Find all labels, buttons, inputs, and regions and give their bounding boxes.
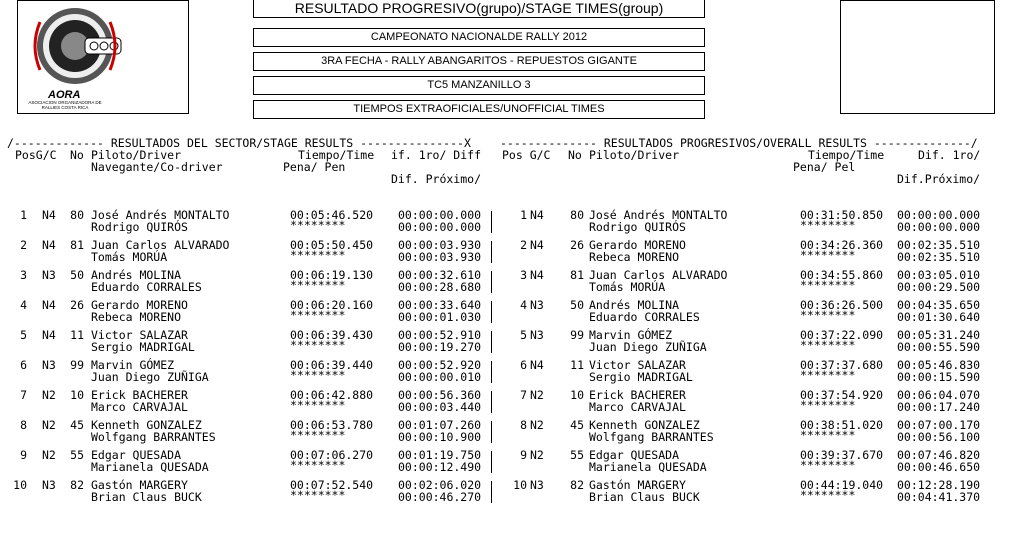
class-right: N3 xyxy=(530,478,544,492)
col-pen-left: Pena/ Pen xyxy=(283,160,346,174)
column-separator xyxy=(491,451,492,473)
pos-left: 10 xyxy=(13,478,27,492)
time-left: 00:06:53.780 xyxy=(290,418,374,432)
pos-left: 3 xyxy=(20,268,27,282)
codriver-left: Brian Claus BUCK xyxy=(91,490,202,504)
class-right: N2 xyxy=(530,418,544,432)
pos-right: 7 xyxy=(520,388,527,402)
diff-first-right: 00:12:28.190 xyxy=(897,478,981,492)
codriver-left: Sergio MADRIGAL xyxy=(91,340,195,354)
col-diff-right: Dif. 1ro/ xyxy=(918,148,981,162)
penalty-left: ******** xyxy=(290,218,346,232)
pos-right: 8 xyxy=(520,418,527,432)
driver-right: Erick BACHERER xyxy=(589,388,686,402)
time-left: 00:06:42.880 xyxy=(290,388,374,402)
col-pen-right: Pena/ Pel xyxy=(793,160,856,174)
stage-results-title: /------------- RESULTADOS DEL SECTOR/STAGE RESULTS ---------------X xyxy=(7,136,471,150)
penalty-right: ******** xyxy=(800,428,856,442)
penalty-left: ******** xyxy=(290,368,346,382)
driver-left: Edgar QUESADA xyxy=(91,448,182,462)
class-left: N4 xyxy=(42,208,56,222)
codriver-right: Brian Claus BUCK xyxy=(589,490,700,504)
time-left: 00:05:46.520 xyxy=(290,208,374,222)
diff-first-left: 00:01:19.750 xyxy=(398,448,482,462)
overall-results-title: -------------- RESULTADOS PROGRESIVOS/OVERALL RESULTS --------------/ xyxy=(500,136,978,150)
time-left: 00:07:06.270 xyxy=(290,448,374,462)
diff-next-left: 00:00:00.010 xyxy=(398,370,482,384)
car-number-left: 10 xyxy=(70,388,84,402)
diff-next-left: 00:00:28.680 xyxy=(398,280,482,294)
car-number-left: 99 xyxy=(70,358,84,372)
pos-right: 5 xyxy=(520,328,527,342)
col-pos-right: Pos G/C xyxy=(502,148,551,162)
diff-first-right: 00:07:00.170 xyxy=(897,418,981,432)
car-number-left: 26 xyxy=(70,298,84,312)
diff-next-right: 00:04:41.370 xyxy=(897,490,981,504)
diff-next-left: 00:00:12.490 xyxy=(398,460,482,474)
col-driver-left: Piloto/Driver xyxy=(91,148,182,162)
diff-first-left: 00:00:52.910 xyxy=(398,328,482,342)
car-number-right: 26 xyxy=(570,238,584,252)
logo-box xyxy=(17,0,189,114)
col-time-left: Tiempo/Time xyxy=(298,148,375,162)
car-number-right: 99 xyxy=(570,328,584,342)
penalty-right: ******** xyxy=(800,248,856,262)
class-left: N3 xyxy=(42,358,56,372)
diff-next-right: 00:00:29.500 xyxy=(897,280,981,294)
pos-left: 5 xyxy=(20,328,27,342)
penalty-left: ******** xyxy=(290,308,346,322)
codriver-left: Marco CARVAJAL xyxy=(91,400,188,414)
driver-right: Andrés MOLINA xyxy=(589,298,680,312)
time-right: 00:37:22.090 xyxy=(800,328,884,342)
pos-right: 1 xyxy=(520,208,527,222)
diff-first-left: 00:00:00.000 xyxy=(398,208,482,222)
diff-first-left: 00:00:56.360 xyxy=(398,388,482,402)
codriver-left: Tomás MORÚA xyxy=(91,250,168,264)
class-right: N2 xyxy=(530,448,544,462)
car-number-left: 82 xyxy=(70,478,84,492)
column-separator xyxy=(491,391,492,413)
diff-next-left: 00:00:00.000 xyxy=(398,220,482,234)
class-right: N3 xyxy=(530,328,544,342)
diff-first-right: 00:04:35.650 xyxy=(897,298,981,312)
times-note: TIEMPOS EXTRAOFICIALES/UNOFFICIAL TIMES xyxy=(253,100,705,119)
codriver-left: Rodrigo QUIRÓS xyxy=(91,220,188,234)
codriver-right: Marianela QUESADA xyxy=(589,460,707,474)
pos-left: 6 xyxy=(20,358,27,372)
diff-next-right: 00:01:30.640 xyxy=(897,310,981,324)
col-driver-right: Piloto/Driver xyxy=(589,148,680,162)
pos-left: 7 xyxy=(20,388,27,402)
driver-left: Gerardo MORENO xyxy=(91,298,188,312)
diff-first-right: 00:00:00.000 xyxy=(897,208,981,222)
time-left: 00:06:39.440 xyxy=(290,358,374,372)
diff-next-left: 00:00:01.030 xyxy=(398,310,482,324)
codriver-right: Rebeca MORENO xyxy=(589,250,680,264)
diff-first-right: 00:03:05.010 xyxy=(897,268,981,282)
time-right: 00:36:26.500 xyxy=(800,298,884,312)
time-right: 00:39:37.670 xyxy=(800,448,884,462)
aora-logo xyxy=(20,2,140,90)
page-title: RESULTADO PROGRESIVO(grupo)/STAGE TIMES(group) xyxy=(253,0,705,18)
pos-right: 6 xyxy=(520,358,527,372)
time-right: 00:34:55.860 xyxy=(800,268,884,282)
diff-first-left: 00:00:03.930 xyxy=(398,238,482,252)
col-diffnext-left: Dif. Próximo/ xyxy=(391,172,482,186)
car-number-left: 45 xyxy=(70,418,84,432)
time-left: 00:06:39.430 xyxy=(290,328,374,342)
logo-caption: ASOCIACION ORGANIZADORA DE RALLIES COSTA RICA xyxy=(28,100,102,110)
diff-next-right: 00:00:46.650 xyxy=(897,460,981,474)
time-left: 00:06:20.160 xyxy=(290,298,374,312)
diff-next-right: 00:00:15.590 xyxy=(897,370,981,384)
time-right: 00:34:26.360 xyxy=(800,238,884,252)
car-number-left: 81 xyxy=(70,238,84,252)
col-time-right: Tiempo/Time xyxy=(808,148,885,162)
diff-next-left: 00:00:03.440 xyxy=(398,400,482,414)
class-left: N3 xyxy=(42,478,56,492)
class-right: N4 xyxy=(530,208,544,222)
car-number-right: 11 xyxy=(570,358,584,372)
codriver-left: Wolfgang BARRANTES xyxy=(91,430,216,444)
col-diff-left: if. 1ro/ Diff xyxy=(391,148,482,162)
time-left: 00:07:52.540 xyxy=(290,478,374,492)
penalty-left: ******** xyxy=(290,398,346,412)
driver-left: Juan Carlos ALVARADO xyxy=(91,238,230,252)
car-number-right: 55 xyxy=(570,448,584,462)
diff-first-left: 00:00:32.610 xyxy=(398,268,482,282)
driver-right: Edgar QUESADA xyxy=(589,448,680,462)
time-right: 00:31:50.850 xyxy=(800,208,884,222)
column-separator xyxy=(491,211,492,233)
stage-label: TC5 MANZANILLO 3 xyxy=(253,76,705,95)
pos-left: 2 xyxy=(20,238,27,252)
codriver-right: Rodrigo QUIRÓS xyxy=(589,220,686,234)
driver-right: Gerardo MORENO xyxy=(589,238,686,252)
time-right: 00:37:37.680 xyxy=(800,358,884,372)
driver-right: Juan Carlos ALVARADO xyxy=(589,268,728,282)
driver-left: Andrés MOLINA xyxy=(91,268,182,282)
diff-first-right: 00:06:04.070 xyxy=(897,388,981,402)
driver-right: Kenneth GONZALEZ xyxy=(589,418,700,432)
col-pos-left: PosG/C xyxy=(15,148,57,162)
diff-first-right: 00:07:46.820 xyxy=(897,448,981,462)
driver-right: Victor SALAZAR xyxy=(589,358,686,372)
codriver-left: Rebeca MORENO xyxy=(91,310,182,324)
time-left: 00:06:19.130 xyxy=(290,268,374,282)
penalty-left: ******** xyxy=(290,278,346,292)
col-no-right: No xyxy=(568,148,582,162)
pos-right: 10 xyxy=(513,478,527,492)
class-right: N2 xyxy=(530,388,544,402)
penalty-left: ******** xyxy=(290,248,346,262)
driver-left: José Andrés MONTALTO xyxy=(91,208,230,222)
driver-right: Gastón MARGERY xyxy=(589,478,686,492)
class-left: N4 xyxy=(42,298,56,312)
pos-left: 8 xyxy=(20,418,27,432)
time-left: 00:05:50.450 xyxy=(290,238,374,252)
driver-left: Marvin GÓMEZ xyxy=(91,358,175,372)
class-left: N4 xyxy=(42,328,56,342)
diff-next-right: 00:00:17.240 xyxy=(897,400,981,414)
column-separator xyxy=(491,271,492,293)
codriver-right: Wolfgang BARRANTES xyxy=(589,430,714,444)
car-number-right: 50 xyxy=(570,298,584,312)
car-number-left: 11 xyxy=(70,328,84,342)
penalty-right: ******** xyxy=(800,488,856,502)
driver-right: José Andrés MONTALTO xyxy=(589,208,728,222)
diff-first-right: 00:05:31.240 xyxy=(897,328,981,342)
class-left: N2 xyxy=(42,418,56,432)
time-right: 00:44:19.040 xyxy=(800,478,884,492)
col-no-left: No xyxy=(70,148,84,162)
column-separator xyxy=(491,481,492,503)
codriver-right: Sergio MADRIGAL xyxy=(589,370,693,384)
penalty-right: ******** xyxy=(800,308,856,322)
driver-left: Erick BACHERER xyxy=(91,388,188,402)
pos-right: 3 xyxy=(520,268,527,282)
col-diffnext-right: Dif.Próximo/ xyxy=(897,172,981,186)
diff-first-left: 00:00:52.920 xyxy=(398,358,482,372)
car-number-left: 50 xyxy=(70,268,84,282)
column-separator xyxy=(491,421,492,443)
diff-next-right: 00:00:00.000 xyxy=(897,220,981,234)
penalty-right: ******** xyxy=(800,218,856,232)
penalty-left: ******** xyxy=(290,338,346,352)
diff-first-left: 00:00:33.640 xyxy=(398,298,482,312)
class-right: N4 xyxy=(530,238,544,252)
diff-next-right: 00:00:55.590 xyxy=(897,340,981,354)
pos-left: 4 xyxy=(20,298,27,312)
time-right: 00:37:54.920 xyxy=(800,388,884,402)
penalty-right: ******** xyxy=(800,368,856,382)
car-number-right: 10 xyxy=(570,388,584,402)
time-right: 00:38:51.020 xyxy=(800,418,884,432)
car-number-right: 80 xyxy=(570,208,584,222)
class-left: N4 xyxy=(42,238,56,252)
pos-right: 9 xyxy=(520,448,527,462)
penalty-right: ******** xyxy=(800,458,856,472)
penalty-right: ******** xyxy=(800,398,856,412)
codriver-right: Marco CARVAJAL xyxy=(589,400,686,414)
column-separator xyxy=(491,301,492,323)
diff-next-left: 00:00:10.900 xyxy=(398,430,482,444)
codriver-left: Marianela QUESADA xyxy=(91,460,209,474)
class-right: N4 xyxy=(530,358,544,372)
penalty-left: ******** xyxy=(290,458,346,472)
codriver-right: Tomás MORÚA xyxy=(589,280,666,294)
pos-right: 2 xyxy=(520,238,527,252)
diff-next-right: 00:00:56.100 xyxy=(897,430,981,444)
class-right: N4 xyxy=(530,268,544,282)
col-codriver-left: Navegante/Co-driver xyxy=(91,160,223,174)
pos-right: 4 xyxy=(520,298,527,312)
logo-text: AORA xyxy=(48,89,81,101)
column-separator xyxy=(491,331,492,353)
codriver-right: Eduardo CORRALES xyxy=(589,310,700,324)
car-number-right: 82 xyxy=(570,478,584,492)
class-left: N3 xyxy=(42,268,56,282)
driver-right: Marvin GÓMEZ xyxy=(589,328,673,342)
driver-left: Gastón MARGERY xyxy=(91,478,188,492)
driver-left: Kenneth GONZALEZ xyxy=(91,418,202,432)
car-number-left: 80 xyxy=(70,208,84,222)
penalty-left: ******** xyxy=(290,428,346,442)
penalty-right: ******** xyxy=(800,338,856,352)
pos-left: 1 xyxy=(20,208,27,222)
championship-label: CAMPEONATO NACIONALDE RALLY 2012 xyxy=(253,28,705,47)
codriver-right: Juan Diego ZUÑIGA xyxy=(589,340,707,354)
diff-first-right: 00:02:35.510 xyxy=(897,238,981,252)
car-number-right: 81 xyxy=(570,268,584,282)
column-separator xyxy=(491,361,492,383)
right-logo-box xyxy=(840,0,995,114)
class-right: N3 xyxy=(530,298,544,312)
codriver-left: Juan Diego ZUÑIGA xyxy=(91,370,209,384)
diff-first-right: 00:05:46.830 xyxy=(897,358,981,372)
car-number-left: 55 xyxy=(70,448,84,462)
driver-left: Victor SALAZAR xyxy=(91,328,188,342)
car-number-right: 45 xyxy=(570,418,584,432)
event-label: 3RA FECHA - RALLY ABANGARITOS - REPUESTOS GIGANTE xyxy=(253,52,705,71)
diff-next-right: 00:02:35.510 xyxy=(897,250,981,264)
diff-next-left: 00:00:46.270 xyxy=(398,490,482,504)
column-separator xyxy=(491,241,492,263)
codriver-left: Eduardo CORRALES xyxy=(91,280,202,294)
class-left: N2 xyxy=(42,388,56,402)
diff-next-left: 00:00:03.930 xyxy=(398,250,482,264)
diff-next-left: 00:00:19.270 xyxy=(398,340,482,354)
diff-first-left: 00:01:07.260 xyxy=(398,418,482,432)
penalty-right: ******** xyxy=(800,278,856,292)
class-left: N2 xyxy=(42,448,56,462)
penalty-left: ******** xyxy=(290,488,346,502)
diff-first-left: 00:02:06.020 xyxy=(398,478,482,492)
pos-left: 9 xyxy=(20,448,27,462)
